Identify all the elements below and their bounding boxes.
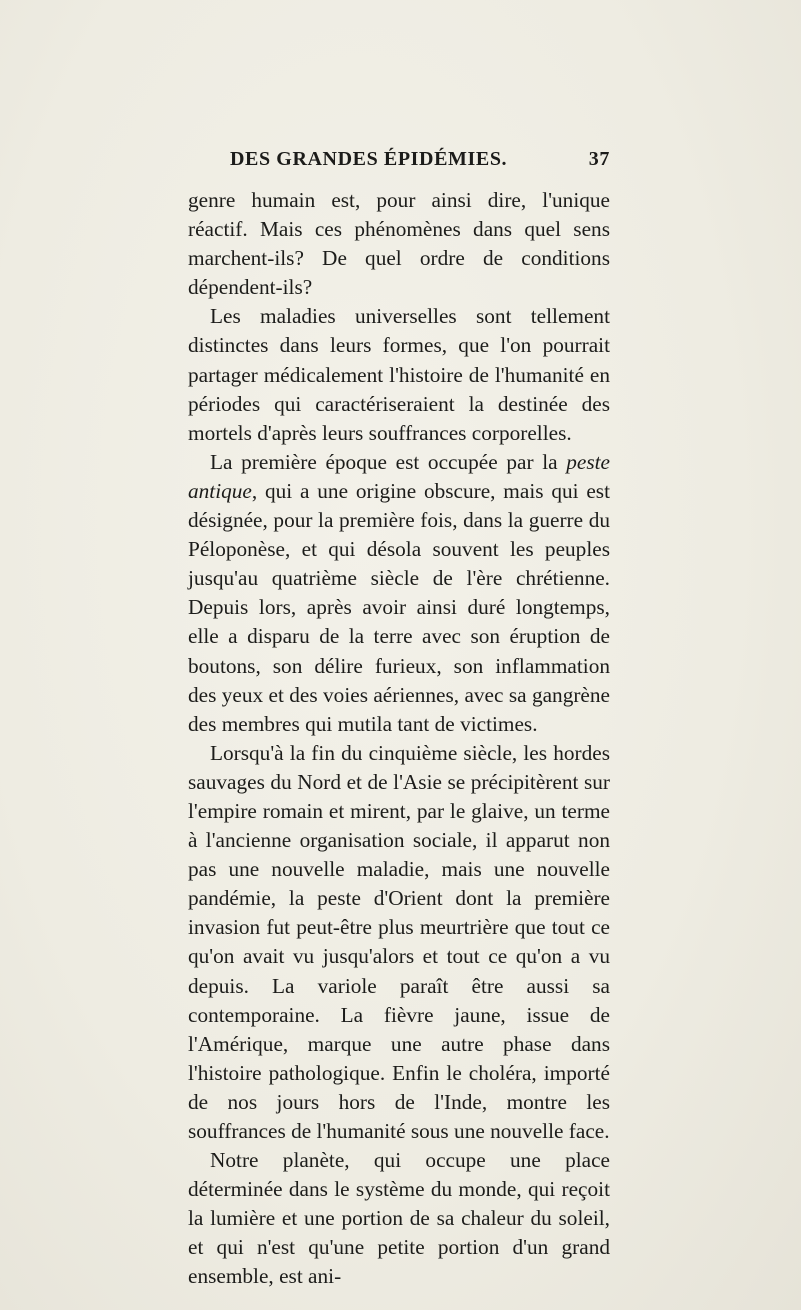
paragraph-text: La première époque est occupée par la — [210, 449, 567, 474]
paragraph-text: genre humain est, pour ainsi dire, l'unique réactif. Mais ces phénomènes dans quel sens marchent-ils? De quel ordre de conditions dépendent-ils? — [188, 188, 610, 300]
paragraph-5 — [188, 1146, 610, 1291]
paragraph-text: Notre planète, qui occupe une place déterminée dans le système du monde, qui reçoit la lumière et une portion de sa chaleur du soleil, et qui n'est qu'une petite portion d'un grand ensemble, est ani- — [188, 1148, 610, 1289]
italic-term: peste antique — [188, 449, 610, 503]
paragraph-text: Les maladies universelles sont tellement distinctes dans leurs formes, que l'on pourrait partager médicalement l'histoire de l'humanité en périodes qui caractériseraient la destinée des mortels d'après leurs souffrances corporelles. — [188, 304, 610, 445]
body-text — [188, 186, 610, 1292]
paragraph-text: Lorsqu'à la fin du cinquième siècle, les hordes sauvages du Nord et de l'Asie se précipitèrent sur l'empire romain et mirent, par le glaive, un terme à l'ancienne organisation sociale, il apparut non pas une nouvelle maladie, mais une nouvelle pandémie, la peste d'Orient dont la première invasion fut peut-être plus meurtrière que tout ce qu'on avait vu jusqu'alors et tout ce qu'on a vu depuis. La variole paraît être aussi sa contemporaine. La fièvre jaune, issue de l'Amérique, marque une autre phase dans l'histoire pathologique. Enfin le choléra, importé de nos jours hors de l'Inde, montre les souffrances de l'humanité sous une nouvelle face. — [188, 740, 610, 1143]
paragraph-3 — [188, 448, 610, 739]
running-title: DES GRANDES ÉPIDÉMIES. — [230, 148, 508, 170]
paragraph-2 — [188, 302, 610, 447]
page-number: 37 — [588, 148, 610, 170]
paragraph-1 — [188, 186, 610, 302]
paragraph-text: , qui a une origine obscure, mais qui est désignée, pour la première fois, dans la guerre du Péloponèse, et qui désola souvent les peuples jusqu'au quatrième siècle de l'ère chrétienne. Depuis lors, après avoir ainsi duré longtemps, elle a disparu de la terre avec son éruption de boutons, son délire furieux, son inflammation des yeux et des voies aériennes, avec sa gangrène des membres qui mutila tant de victimes. — [188, 478, 610, 736]
running-header — [188, 148, 610, 174]
paragraph-4 — [188, 739, 610, 1146]
